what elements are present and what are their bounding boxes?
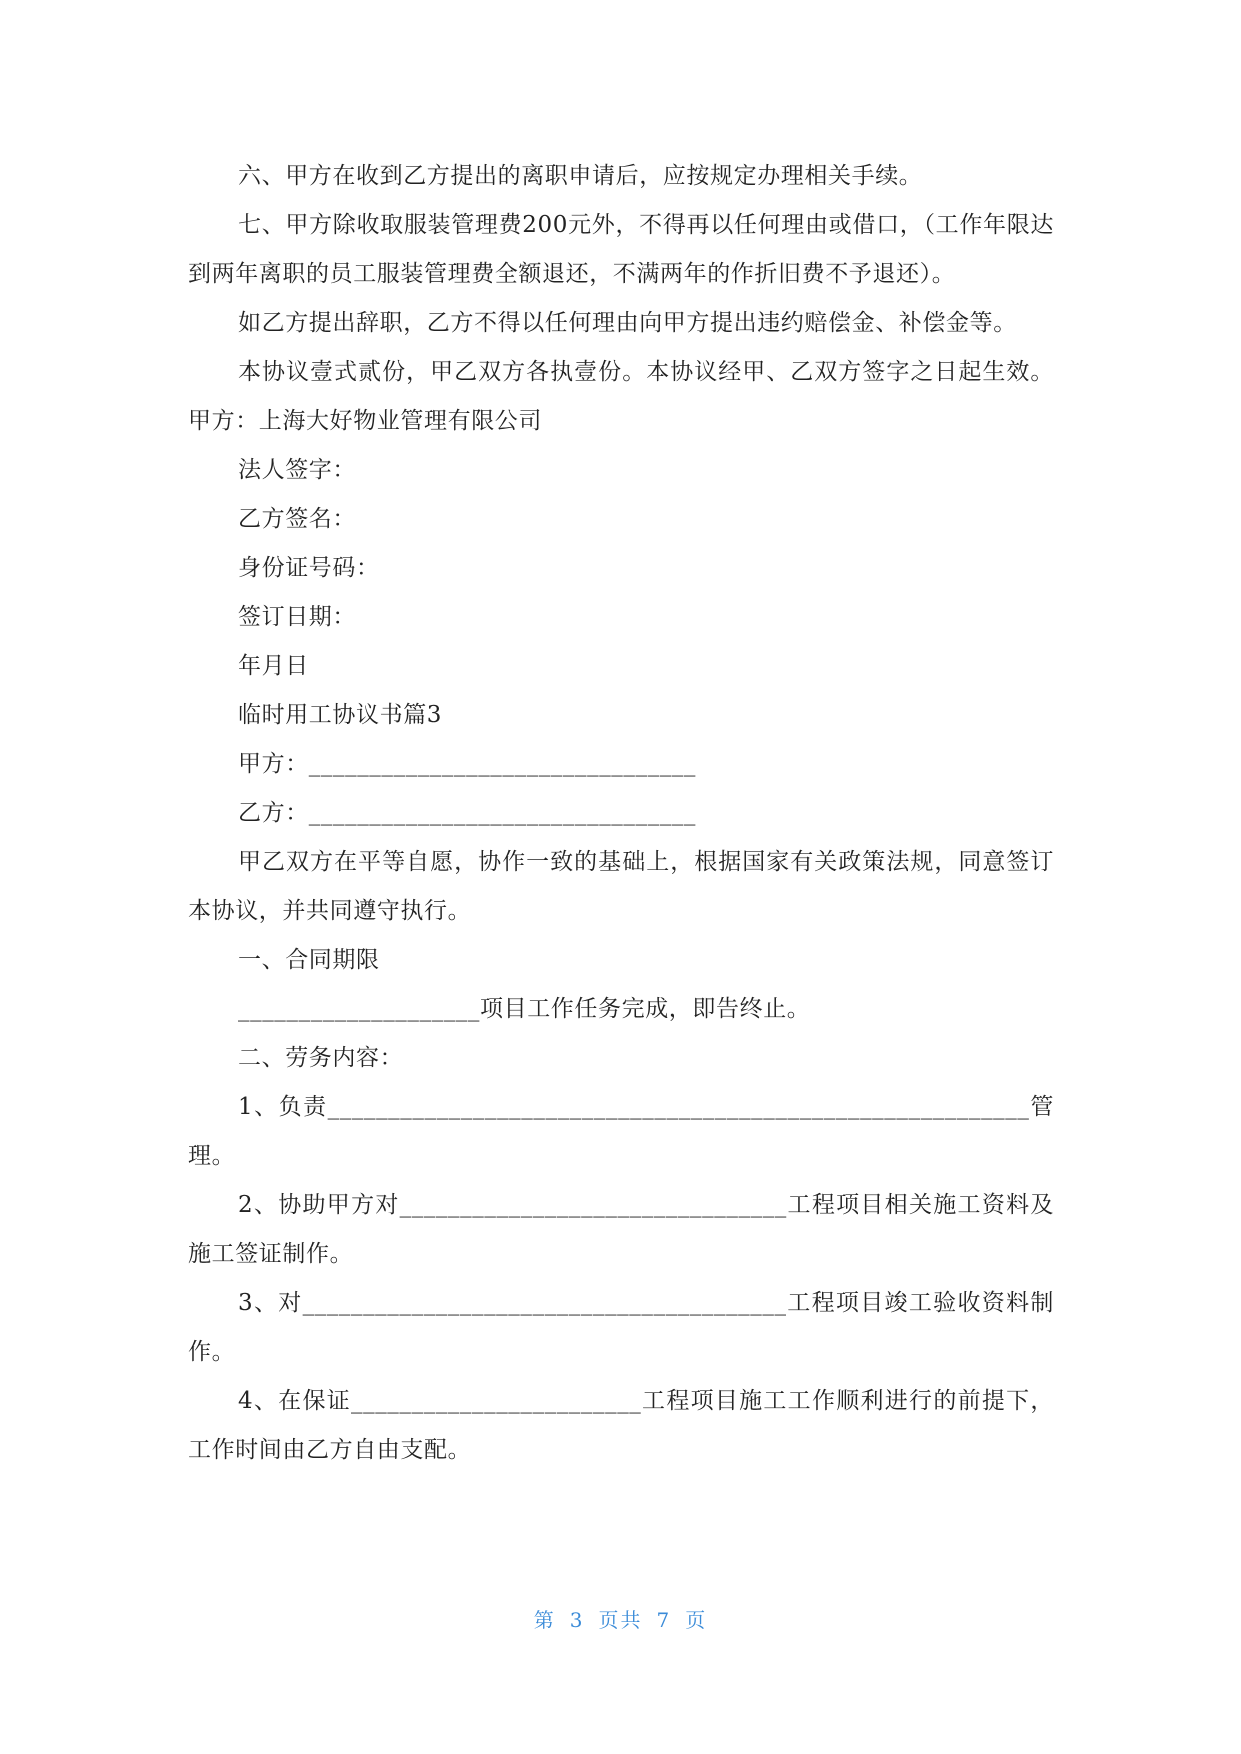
party-b-blank: 乙方：________________________________ — [238, 800, 696, 826]
party-b-signature-label: 乙方签名： — [238, 506, 356, 532]
page-footer — [0, 1604, 1241, 1633]
labor-item-4: 4、在保证________________________工程项目施工工作顺利进行的前提下，工作时间由乙方自由支配。 — [188, 1388, 1054, 1463]
paragraph-agreement-copies: 本协议壹式贰份，甲乙双方各执壹份。本协议经甲、乙双方签字之日起生效。甲方：上海大好物业管理有限公司 — [188, 359, 1054, 434]
heading-contract-term: 一、合同期限 — [238, 947, 380, 973]
labor-item-1: 1、负责__________________________________________________________管理。 — [188, 1094, 1054, 1169]
labor-item-3: 3、对________________________________________工程项目竣工验收资料制作。 — [188, 1290, 1054, 1365]
party-a-blank: 甲方：________________________________ — [238, 751, 696, 777]
section-title: 临时用工协议书篇3 — [238, 702, 443, 728]
total-page-count: 7 — [656, 1608, 672, 1632]
page-label-middle: 页共 — [598, 1608, 643, 1632]
paragraph-uniform-fee: 七、甲方除收取服装管理费200元外，不得再以任何理由或借口，（工作年限达到两年离职的员工服装管理费全额退还，不满两年的作折旧费不予退还）。 — [188, 212, 1054, 287]
id-number-label: 身份证号码： — [238, 555, 380, 581]
paragraph-contract-term: ____________________项目工作任务完成，即告终止。 — [238, 996, 811, 1022]
page-label-suffix: 页 — [685, 1608, 708, 1632]
paragraph-resignation-procedure: 六、甲方在收到乙方提出的离职申请后，应按规定办理相关手续。 — [238, 163, 923, 189]
page-label-prefix: 第 — [533, 1608, 556, 1632]
current-page-number: 3 — [569, 1608, 585, 1632]
labor-item-2: 2、协助甲方对________________________________工程项目相关施工资料及施工签证制作。 — [188, 1192, 1054, 1267]
date-placeholder: 年月日 — [238, 653, 309, 679]
paragraph-preamble: 甲乙双方在平等自愿，协作一致的基础上，根据国家有关政策法规，同意签订本协议，并共同遵守执行。 — [188, 849, 1054, 924]
paragraph-no-compensation: 如乙方提出辞职，乙方不得以任何理由向甲方提出违约赔偿金、补偿金等。 — [238, 310, 1017, 336]
signing-date-label: 签订日期： — [238, 604, 356, 630]
heading-labor-content: 二、劳务内容： — [238, 1045, 404, 1071]
legal-rep-signature-label: 法人签字： — [238, 457, 356, 483]
document-body — [188, 152, 1054, 1475]
